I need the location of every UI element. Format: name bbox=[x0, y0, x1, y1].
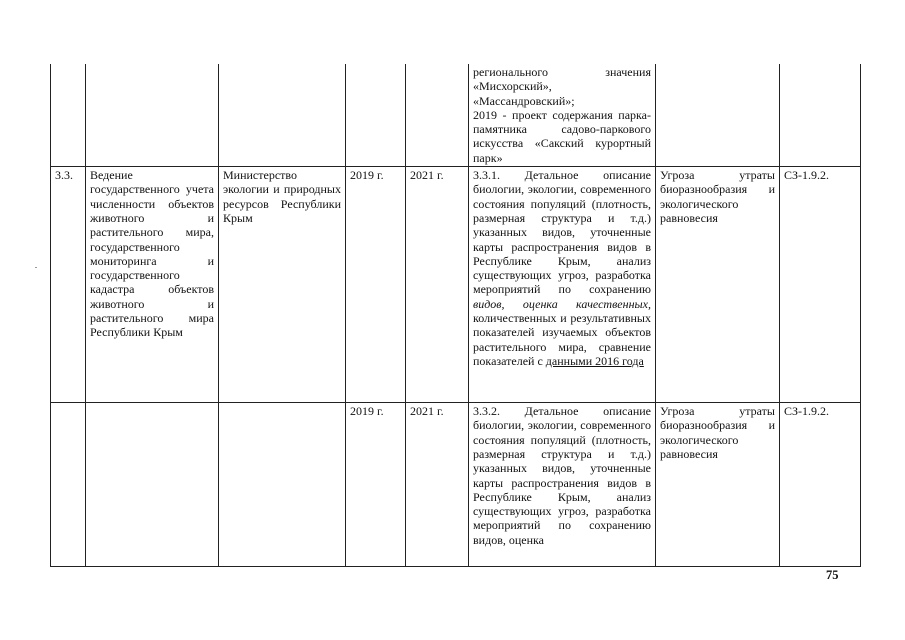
results-line: 2019 - проект содержания парка-памятника садово-паркового искусства «Сакский курортный парк» bbox=[473, 107, 651, 165]
scan-artifact bbox=[35, 267, 37, 268]
row-number-cell bbox=[51, 403, 86, 567]
end-year-cell bbox=[406, 64, 469, 167]
end-year-cell: 2021 г. bbox=[406, 403, 469, 567]
start-year-cell: 2019 г. bbox=[346, 167, 406, 403]
results-cell: 3.3.2. Детальное описание биологии, экологии, современного состояния популяций (плотность, размерная структура и т.д.) указанных видов, уточненные карты распространения видов в Республике Крым, анализ существующих угроз, разработка мероприятий по сохранению видов, оценка bbox=[469, 403, 656, 567]
code-cell bbox=[780, 64, 861, 167]
code-cell: СЗ-1.9.2. bbox=[780, 403, 861, 567]
risks-cell bbox=[656, 64, 780, 167]
table-row bbox=[51, 167, 861, 403]
activity-cell bbox=[86, 64, 219, 167]
activity-cell: Ведение государственного учета численности объектов животного и растительного мира, государственного мониторинга и государственного кадастра объектов животного и растительного мира Республики Крым bbox=[86, 167, 219, 403]
table-row bbox=[51, 64, 861, 167]
measures-table bbox=[50, 64, 861, 567]
results-line: регионального значения «Мисхорский», bbox=[473, 65, 651, 94]
activity-cell bbox=[86, 403, 219, 567]
risks-cell: Угроза утраты биоразнообразия и экологического равновесия bbox=[656, 167, 780, 403]
row-number-cell bbox=[51, 64, 86, 167]
results-cell bbox=[469, 167, 656, 403]
risks-cell: Угроза утраты биоразнообразия и экологического равновесия bbox=[656, 403, 780, 567]
table-row bbox=[51, 403, 861, 567]
results-italic-text: видов, оценка качественных, bbox=[473, 296, 651, 311]
start-year-cell bbox=[346, 64, 406, 167]
page-number: 75 bbox=[826, 568, 839, 582]
results-cell bbox=[469, 64, 656, 167]
executor-cell bbox=[219, 403, 346, 567]
results-underlined-text: данными 2016 года bbox=[545, 353, 644, 368]
row-number-cell: 3.3. bbox=[51, 167, 86, 403]
start-year-cell: 2019 г. bbox=[346, 403, 406, 567]
executor-cell bbox=[219, 64, 346, 167]
code-cell: СЗ-1.9.2. bbox=[780, 167, 861, 403]
results-text: количественных и результативных показателей изучаемых объектов растительного мира, сравнение показателей с bbox=[473, 311, 651, 368]
end-year-cell: 2021 г. bbox=[406, 167, 469, 403]
results-text: 3.3.1. Детальное описание биологии, экологии, современного состояния популяций (плотность, размерная структура и т.д.) указанных видов, уточненные карты распространения видов в Республике Крым, анализ существующих угроз, разработка мероприятий по сохранению bbox=[473, 168, 651, 297]
results-line: «Массандровский»; bbox=[473, 93, 575, 108]
executor-cell: Министерство экологии и природных ресурсов Республики Крым bbox=[219, 167, 346, 403]
